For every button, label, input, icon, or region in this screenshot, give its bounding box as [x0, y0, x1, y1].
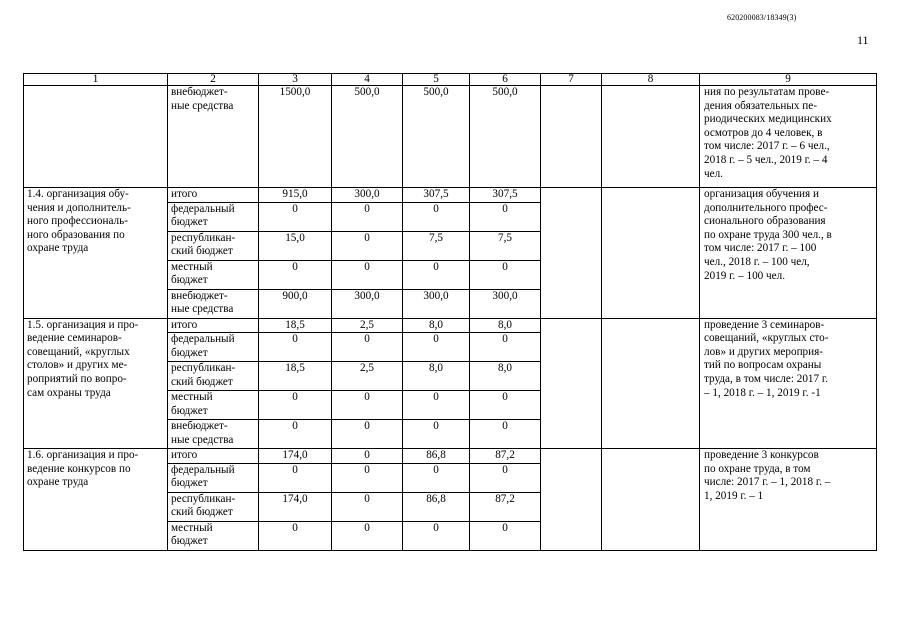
amount-2018-cell: 0 — [403, 521, 470, 550]
column-header: 2 — [168, 74, 259, 86]
amount-total-cell: 174,0 — [259, 449, 332, 464]
amount-2017-cell: 0 — [332, 260, 403, 289]
amount-2017-cell: 0 — [332, 333, 403, 362]
column-header: 5 — [403, 74, 470, 86]
program-table — [23, 73, 877, 551]
empty-cell — [602, 86, 700, 188]
activity-cell: 1.6. организация и про- ведение конкурсов по охране труда — [24, 449, 168, 551]
amount-2017-cell: 0 — [332, 420, 403, 449]
amount-2018-cell: 0 — [403, 463, 470, 492]
amount-2019-cell: 0 — [470, 391, 541, 420]
amount-total-cell: 0 — [259, 463, 332, 492]
empty-cell — [541, 449, 602, 551]
amount-2019-cell: 0 — [470, 420, 541, 449]
amount-2018-cell: 0 — [403, 333, 470, 362]
column-number-row — [24, 74, 877, 86]
amount-total-cell: 0 — [259, 202, 332, 231]
table-row — [24, 449, 877, 464]
amount-2018-cell: 300,0 — [403, 289, 470, 318]
amount-2019-cell: 87,2 — [470, 492, 541, 521]
table-row — [24, 318, 877, 333]
expected-result-cell: ния по результатам прове- дения обязательных пе- риодических медицинских осмотров до 4 человек, в том числе: 2017 г. – 6 чел., 2018 г. – 5 чел., 2019 г. – 4 чел. — [700, 86, 877, 188]
amount-2018-cell: 0 — [403, 260, 470, 289]
amount-2017-cell: 0 — [332, 391, 403, 420]
amount-2017-cell: 0 — [332, 463, 403, 492]
funding-source-cell: итого — [168, 188, 259, 203]
amount-2019-cell: 8,0 — [470, 318, 541, 333]
table-row — [24, 188, 877, 203]
amount-2017-cell: 300,0 — [332, 188, 403, 203]
funding-source-cell: итого — [168, 318, 259, 333]
document-id: 620200083/18349(3) — [727, 13, 797, 22]
activity-cell — [24, 86, 168, 188]
amount-2019-cell: 307,5 — [470, 188, 541, 203]
empty-cell — [602, 449, 700, 551]
empty-cell — [602, 318, 700, 449]
funding-source-cell: местный бюджет — [168, 521, 259, 550]
amount-total-cell: 0 — [259, 333, 332, 362]
empty-cell — [541, 318, 602, 449]
amount-2017-cell: 300,0 — [332, 289, 403, 318]
amount-total-cell: 18,5 — [259, 318, 332, 333]
amount-total-cell: 915,0 — [259, 188, 332, 203]
funding-source-cell: местный бюджет — [168, 391, 259, 420]
page-number: 11 — [857, 33, 869, 47]
amount-2019-cell: 0 — [470, 333, 541, 362]
funding-source-cell: федеральный бюджет — [168, 333, 259, 362]
amount-2018-cell: 8,0 — [403, 318, 470, 333]
column-header: 1 — [24, 74, 168, 86]
amount-2017-cell: 0 — [332, 449, 403, 464]
column-header: 7 — [541, 74, 602, 86]
amount-2017-cell: 0 — [332, 492, 403, 521]
table-row — [24, 86, 877, 188]
amount-total-cell: 0 — [259, 521, 332, 550]
column-header: 6 — [470, 74, 541, 86]
amount-total-cell: 1500,0 — [259, 86, 332, 188]
expected-result-cell: организация обучения и дополнительного профес- сионального образования по охране труда 300 чел., в том числе: 2017 г. – 100 чел., 2018 г. – 100 чел, 2019 г. – 100 чел. — [700, 188, 877, 319]
amount-2017-cell: 500,0 — [332, 86, 403, 188]
amount-total-cell: 900,0 — [259, 289, 332, 318]
funding-source-cell: республикан- ский бюджет — [168, 362, 259, 391]
amount-2018-cell: 86,8 — [403, 492, 470, 521]
amount-2019-cell: 87,2 — [470, 449, 541, 464]
empty-cell — [541, 188, 602, 319]
funding-source-cell: итого — [168, 449, 259, 464]
amount-2019-cell: 7,5 — [470, 231, 541, 260]
expected-result-cell: проведение 3 семинаров- совещаний, «круглых сто- лов» и других мероприя- тий по вопросам охраны труда, в том числе: 2017 г. – 1, 2018 г. – 1, 2019 г. -1 — [700, 318, 877, 449]
amount-2019-cell: 500,0 — [470, 86, 541, 188]
expected-result-cell: проведение 3 конкурсов по охране труда, в том числе: 2017 г. – 1, 2018 г. – 1, 2019 г. – 1 — [700, 449, 877, 551]
amount-total-cell: 0 — [259, 391, 332, 420]
amount-2019-cell: 0 — [470, 463, 541, 492]
funding-source-cell: республикан- ский бюджет — [168, 231, 259, 260]
column-header: 3 — [259, 74, 332, 86]
activity-cell: 1.4. организация обу- чения и дополнитель- ного профессиональ- ного образования по охране труда — [24, 188, 168, 319]
amount-total-cell: 15,0 — [259, 231, 332, 260]
amount-2018-cell: 0 — [403, 420, 470, 449]
amount-2018-cell: 7,5 — [403, 231, 470, 260]
amount-total-cell: 174,0 — [259, 492, 332, 521]
empty-cell — [541, 86, 602, 188]
amount-total-cell: 0 — [259, 260, 332, 289]
funding-source-cell: федеральный бюджет — [168, 202, 259, 231]
empty-cell — [602, 188, 700, 319]
amount-2019-cell: 300,0 — [470, 289, 541, 318]
amount-2017-cell: 0 — [332, 231, 403, 260]
amount-2018-cell: 307,5 — [403, 188, 470, 203]
amount-total-cell: 0 — [259, 420, 332, 449]
amount-2017-cell: 2,5 — [332, 318, 403, 333]
amount-2019-cell: 8,0 — [470, 362, 541, 391]
funding-source-cell: внебюджет- ные средства — [168, 86, 259, 188]
funding-source-cell: внебюджет- ные средства — [168, 420, 259, 449]
amount-2019-cell: 0 — [470, 202, 541, 231]
funding-source-cell: местный бюджет — [168, 260, 259, 289]
amount-2018-cell: 8,0 — [403, 362, 470, 391]
amount-2018-cell: 0 — [403, 202, 470, 231]
amount-2017-cell: 2,5 — [332, 362, 403, 391]
amount-2017-cell: 0 — [332, 202, 403, 231]
amount-2019-cell: 0 — [470, 521, 541, 550]
activity-cell: 1.5. организация и про- ведение семинаров- совещаний, «круглых столов» и других ме- роприятий по вопро- сам охраны труда — [24, 318, 168, 449]
amount-2019-cell: 0 — [470, 260, 541, 289]
amount-2018-cell: 0 — [403, 391, 470, 420]
funding-source-cell: внебюджет- ные средства — [168, 289, 259, 318]
column-header: 4 — [332, 74, 403, 86]
column-header: 8 — [602, 74, 700, 86]
amount-2018-cell: 500,0 — [403, 86, 470, 188]
funding-source-cell: федеральный бюджет — [168, 463, 259, 492]
amount-2017-cell: 0 — [332, 521, 403, 550]
funding-source-cell: республикан- ский бюджет — [168, 492, 259, 521]
amount-2018-cell: 86,8 — [403, 449, 470, 464]
column-header: 9 — [700, 74, 877, 86]
amount-total-cell: 18,5 — [259, 362, 332, 391]
